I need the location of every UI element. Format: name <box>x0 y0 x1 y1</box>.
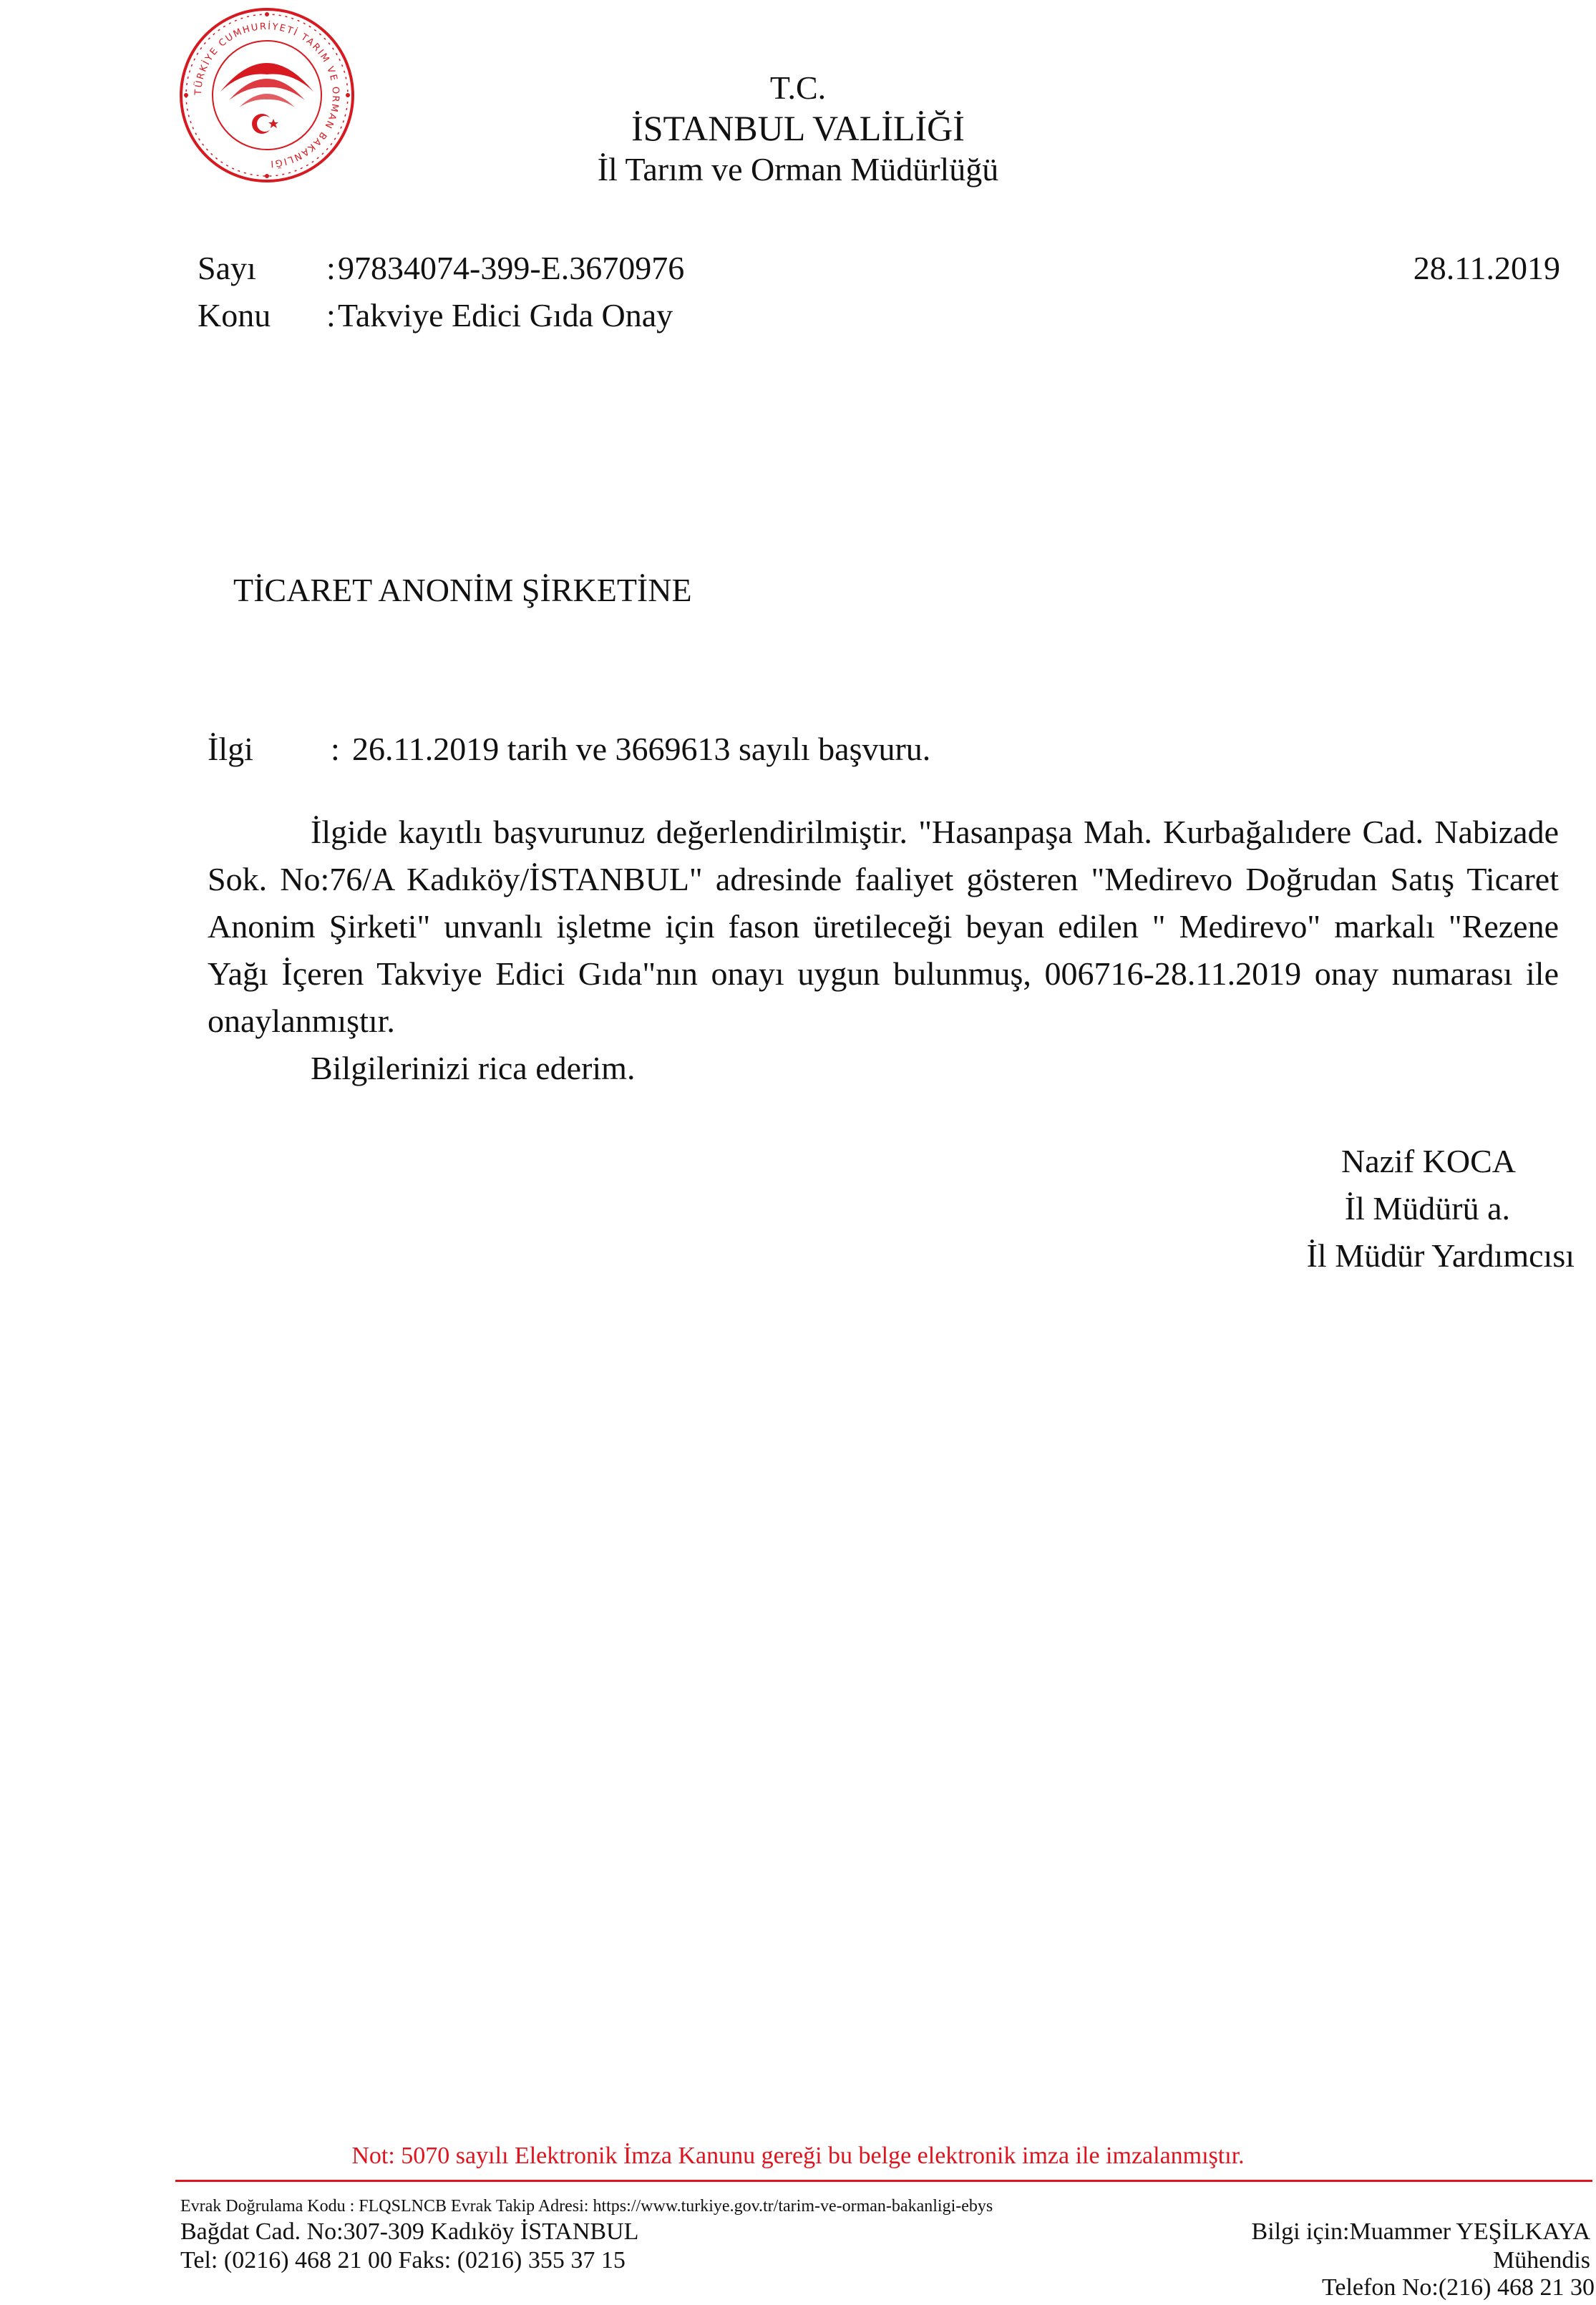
sayi-separator: : <box>326 250 336 286</box>
ilgi-separator: : <box>331 731 340 767</box>
ilgi-value: 26.11.2019 tarih ve 3669613 sayılı başvuru. <box>352 731 931 767</box>
e-signature-note: Not: 5070 sayılı Elektronik İmza Kanunu gereği bu belge elektronik imza ile imzalanmıştır. <box>351 2143 1245 2169</box>
konu-label: Konu <box>198 297 271 333</box>
konu-value: Takviye Edici Gıda Onay <box>338 297 673 333</box>
signatory-title-2: İl Müdür Yardımcısı <box>1306 1237 1575 1274</box>
ilgi-label: İlgi <box>208 731 253 767</box>
signatory-name: Nazif KOCA <box>1341 1143 1516 1179</box>
footer-info-phone: Telefon No:(216) 468 21 30 <box>1322 2274 1595 2301</box>
recipient-name: TİCARET ANONİM ŞİRKETİNE <box>233 572 692 608</box>
sayi-value: 97834074-399-E.3670976 <box>338 250 685 286</box>
konu-separator: : <box>326 297 336 333</box>
header-directorate: İl Tarım ve Orman Müdürlüğü <box>597 151 999 187</box>
header-governorship: İSTANBUL VALİLİĞİ <box>631 108 965 148</box>
verification-code: Evrak Doğrulama Kodu : FLQSLNCB Evrak Takip Adresi: https://www.turkiye.gov.tr/tarim-ve-orman-bakanligi-ebys <box>180 2197 993 2216</box>
header-tc: T.C. <box>769 69 827 106</box>
document-date: 28.11.2019 <box>1413 250 1560 286</box>
body-paragraph-2: Bilgilerinizi rica ederim. <box>311 1050 636 1086</box>
sayi-label: Sayı <box>198 250 256 286</box>
footer-info-title: Mühendis <box>1493 2247 1590 2274</box>
footer-address: Bağdat Cad. No:307-309 Kadıköy İSTANBUL <box>180 2218 639 2245</box>
footer-phone-fax: Tel: (0216) 468 21 00 Faks: (0216) 355 37 15 <box>180 2247 626 2274</box>
body-paragraph-1: İlgide kayıtlı başvurunuz değerlendirilmiştir. "Hasanpaşa Mah. Kurbağalıdere Cad. Nabizade Sok. No:76/A Kadıköy/İSTANBUL" adresinde faaliyet gösteren "Medirevo Doğrudan Satış Ticaret Anonim Şirketi" unvanlı işletme için fason üretileceği beyan edilen " Medirevo" markalı "Rezene Yağı İçeren Takviye Edici Gıda"nın onayı uygun bulunmuş, 006716-28.11.2019 onay numarası ile onaylanmıştır. <box>208 814 1559 1039</box>
footer-divider <box>175 2180 1592 2182</box>
footer-info-contact: Bilgi için:Muammer YEŞİLKAYA <box>1251 2218 1590 2245</box>
svg-text:TÜRKİYE CUMHURİYETİ TARIM VE O: TÜRKİYE CUMHURİYETİ TARIM VE ORMAN BAKANLIĞI <box>193 21 341 169</box>
signatory-title-1: İl Müdürü a. <box>1344 1190 1510 1227</box>
letter-body <box>208 809 1559 1092</box>
